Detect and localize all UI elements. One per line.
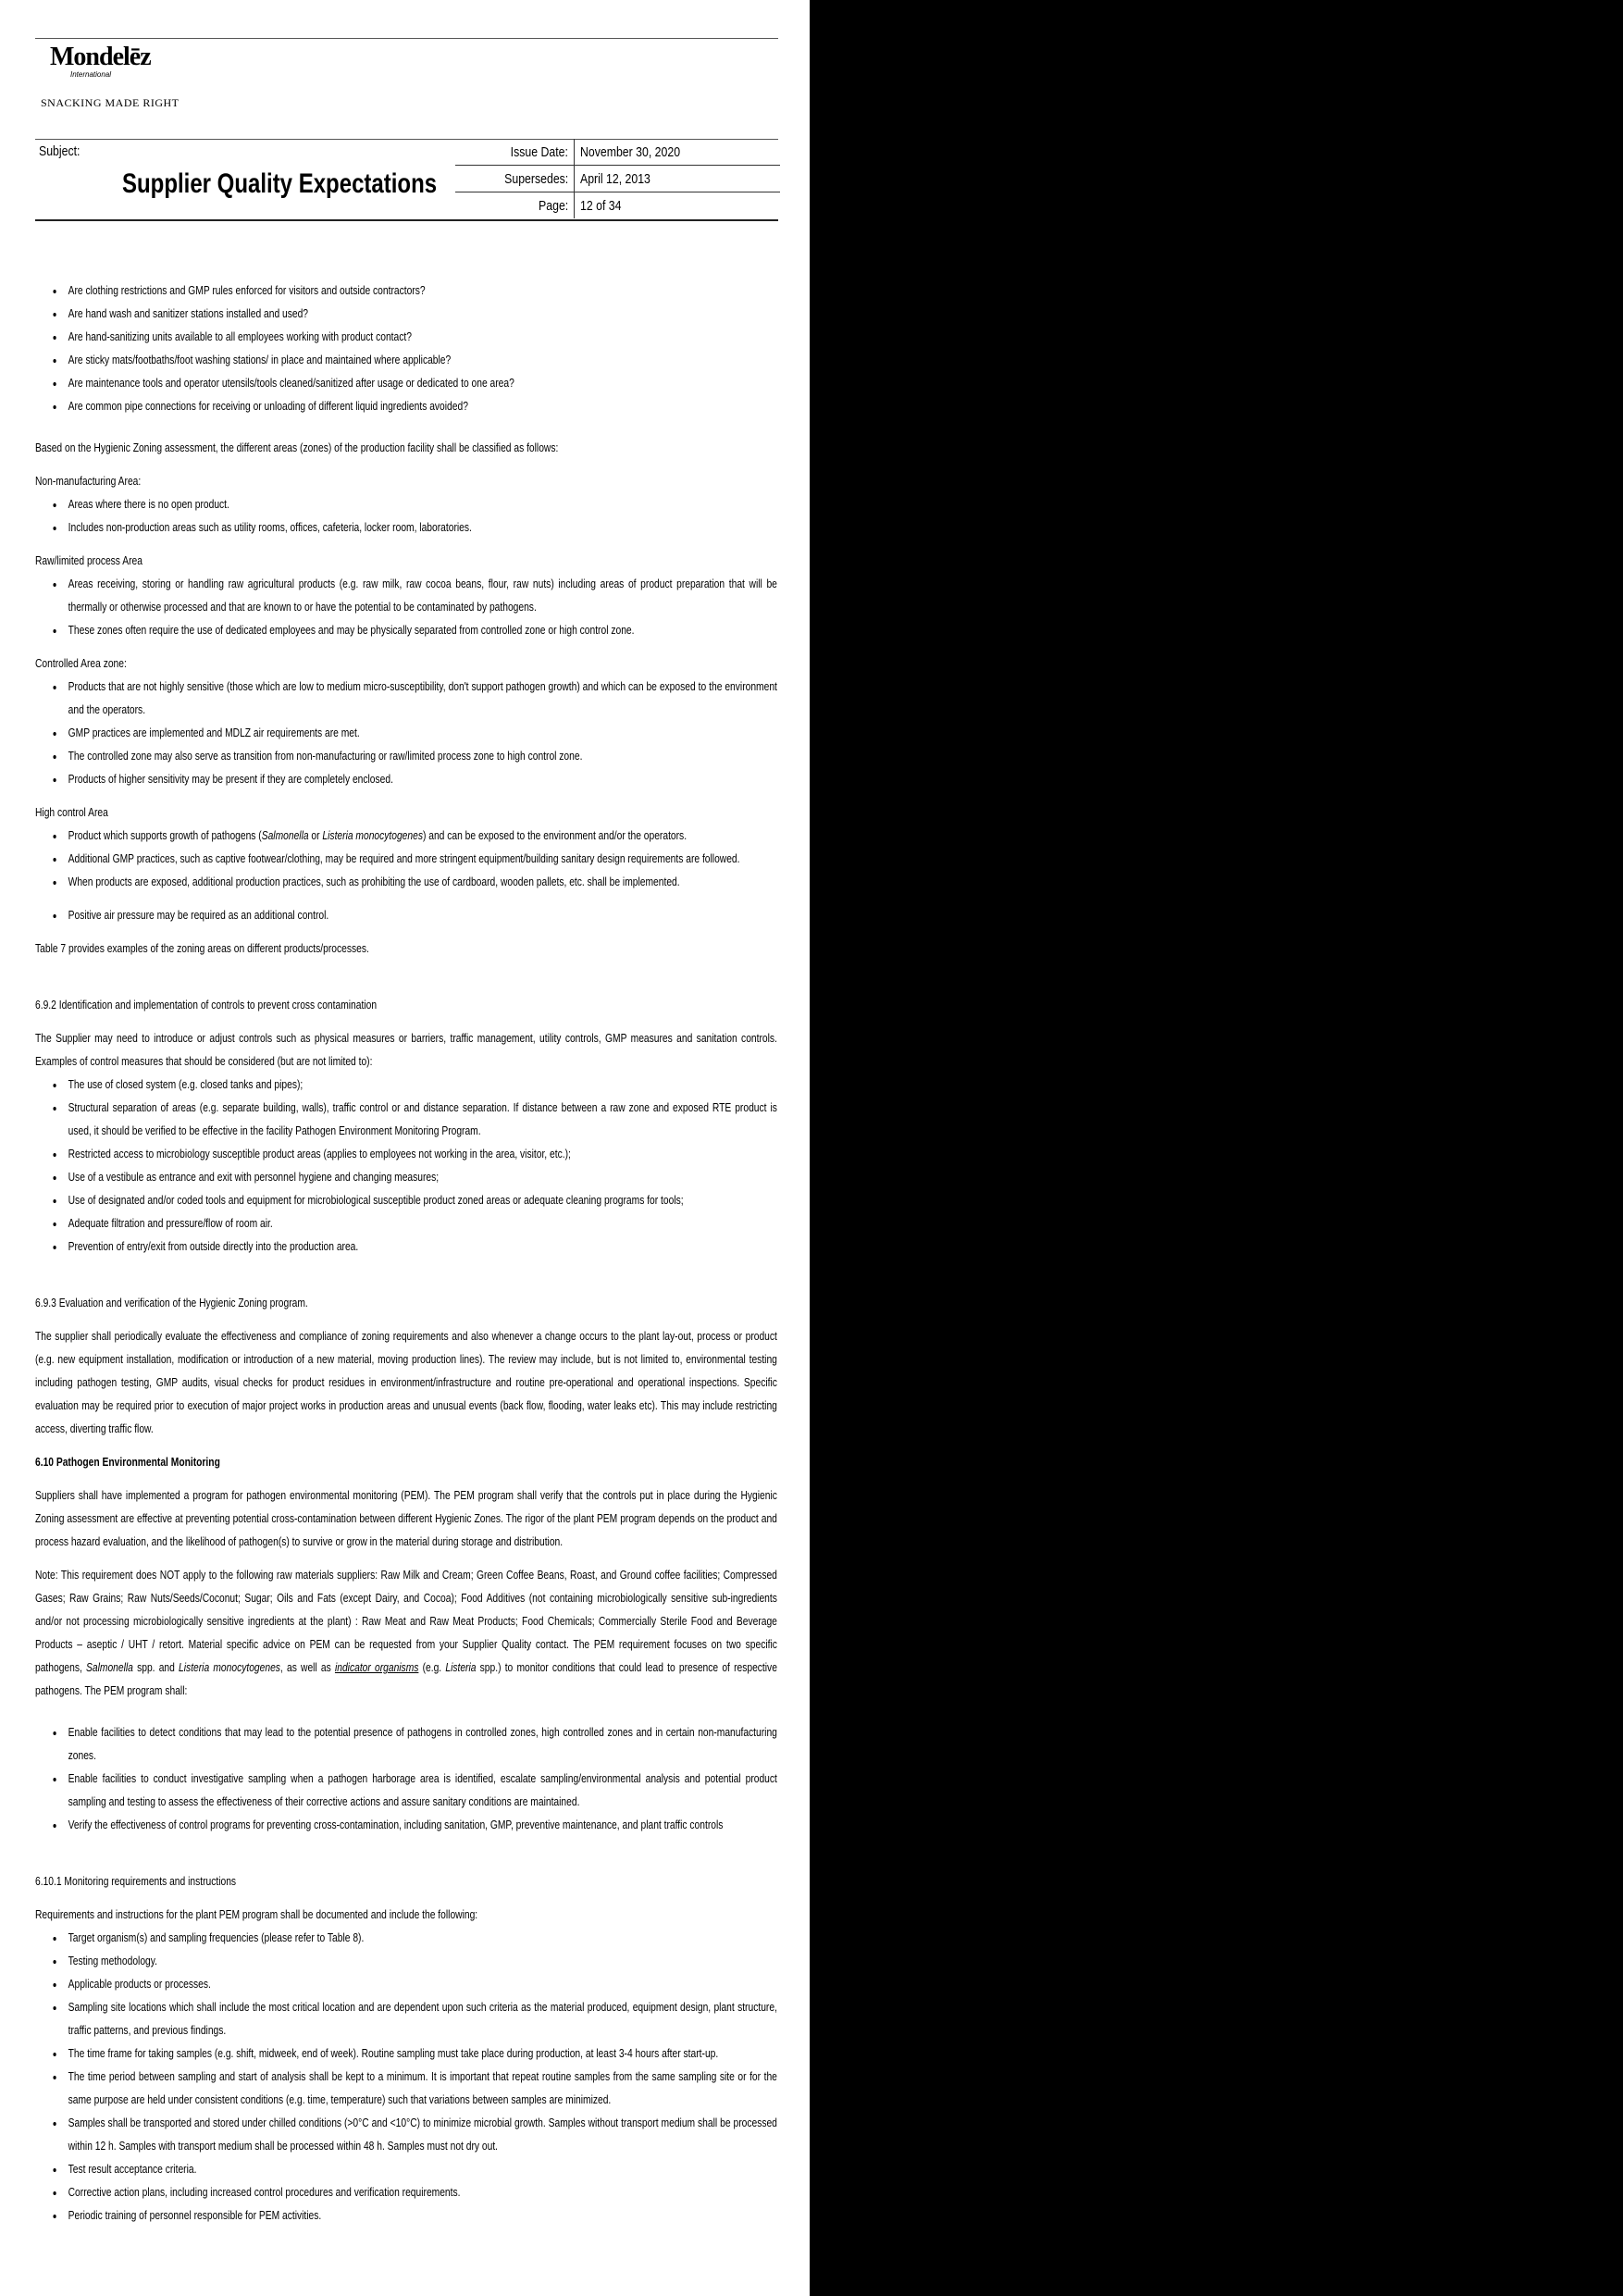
visitor-questions-list: [35, 279, 777, 418]
list-item: • Samples shall be transported and stored under chilled conditions (>0°C and <10°C) to minimize microbial growth. Samples without transport medium shall be processed within 12 h. Samples with transport medium shall be processed within 48 h. Samples must not dry out.: [64, 2112, 777, 2158]
list-item: • Testing methodology.: [64, 1950, 777, 1973]
zone-heading: High control Area: [35, 806, 108, 819]
list-item: • Are clothing restrictions and GMP rules enforced for visitors and outside contractors?: [64, 279, 777, 303]
list-item: • Are maintenance tools and operator utensils/tools cleaned/sanitized after usage or dedicated to one area?: [64, 372, 777, 395]
list-item: • Use of designated and/or coded tools and equipment for microbiological susceptible product zoned areas or adequate cleaning programs for tools;: [64, 1189, 777, 1212]
list-item: • The controlled zone may also serve as transition from non-manufacturing or raw/limited process zone to high control zone.: [64, 745, 777, 768]
pem-note: Note: This requirement does NOT apply to the following raw materials suppliers: Raw Milk and Cream; Green Coffee Beans, Roast, and Ground coffee facilities; Compressed Gases; Raw Grains; Raw Nuts/Seeds/Coconut; Sugar; Oils and Fats (except Dairy, and Cocoa); Food Additives (not containing microbiologically sensitive sub-ingredients and/or not processing microbiologically sensitive ingredients at the plant) : Raw Meat and Raw Meat Products; Food Chemicals; Commercially Sterile Food and Beverage Products – aseptic / UHT / retort. Material specific advice on PEM can be requested from your Supplier Quality contact. The PEM requirement focuses on two specific pathogens, Salmonella spp. and Listeria monocytogenes, as well as indicator organisms (e.g. Listeria spp.) to monitor conditions that could lead to presence of respective pathogens. The PEM program shall:: [35, 1569, 777, 1697]
zone-heading: Raw/limited process Area: [35, 554, 142, 567]
list-item: • Use of a vestibule as entrance and exit with personnel hygiene and changing measures;: [64, 1166, 777, 1189]
issue-date-value: November 30, 2020: [580, 143, 681, 160]
issue-date-label: Issue Date:: [510, 143, 568, 160]
tagline: SNACKING MADE RIGHT: [41, 96, 180, 109]
top-rule: [35, 38, 778, 39]
supersedes-row: [455, 166, 780, 192]
list-item: • Includes non-production areas such as utility rooms, offices, cafeteria, locker room, laboratories.: [64, 516, 777, 540]
logo-subtext: International: [70, 70, 112, 79]
list-item: • Products of higher sensitivity may be present if they are completely enclosed.: [64, 768, 777, 791]
list-item: • Adequate filtration and pressure/flow of room air.: [64, 1212, 777, 1235]
list-item: • These zones often require the use of dedicated employees and may be physically separated from controlled zone or high control zone.: [64, 619, 777, 642]
mondelez-logo: [41, 43, 151, 85]
list-item: • When products are exposed, additional production practices, such as prohibiting the use of cardboard, wooden pallets, etc. shall be implemented.: [64, 871, 777, 894]
zone-list: [35, 676, 777, 791]
list-item: • Areas receiving, storing or handling raw agricultural products (e.g. raw milk, raw cocoa beans, flour, raw nuts) including areas of product preparation that will be thermally or otherwise processed and that are known to or have the potential to be contaminated by pathogens.: [64, 573, 777, 619]
list-item: • The time frame for taking samples (e.g. shift, midweek, end of week). Routine sampling must take place during production, at least 3-4 hours after start-up.: [64, 2042, 777, 2066]
list-item: • Enable facilities to conduct investigative sampling when a pathogen harborage area is identified, escalate sampling/environmental analysis and potential product sampling and testing to assess the effectiveness of their corrective actions and assure sanitary conditions are maintained.: [64, 1768, 777, 1814]
document-page: [0, 0, 810, 2296]
list-item: • Products that are not highly sensitive (those which are low to medium micro-susceptibility, don't support pathogen growth) and which can be exposed to the environment and the operators.: [64, 676, 777, 722]
list-item: • Restricted access to microbiology susceptible product areas (applies to employees not working in the area, visitor, etc.);: [64, 1143, 777, 1166]
list-item: • GMP practices are implemented and MDLZ air requirements are met.: [64, 722, 777, 745]
issue-date-row: [455, 139, 780, 166]
list-item: • Corrective action plans, including increased control procedures and verification requirements.: [64, 2181, 777, 2204]
list-item: • Are hand-sanitizing units available to all employees working with product contact?: [64, 326, 777, 349]
zone-heading: Controlled Area zone:: [35, 657, 127, 670]
section-intro: The Supplier may need to introduce or adjust controls such as physical measures or barriers, traffic management, utility controls, GMP measures and sanitation controls. Examples of control measures that should be considered (but are not limited to):: [35, 1032, 777, 1068]
supersedes-value: April 12, 2013: [580, 170, 650, 187]
zone-list: [35, 904, 777, 927]
list-item: • Are sticky mats/footbaths/foot washing stations/ in place and maintained where applicable?: [64, 349, 777, 372]
pem-list: [35, 1721, 777, 1837]
zone-list: [35, 825, 777, 894]
section-intro: Requirements and instructions for the plant PEM program shall be documented and include the following:: [35, 1908, 478, 1921]
section-heading-6-10: 6.10 Pathogen Environmental Monitoring: [35, 1456, 220, 1469]
list-item: • The time period between sampling and start of analysis shall be kept to a minimum. It is important that repeat routine samples from the same sampling site or for the same purpose are held under consistent conditions (e.g. time, temperature) such that variations between samples are minimized.: [64, 2066, 777, 2112]
document-title: Supplier Quality Expectations: [122, 168, 438, 199]
list-item: • Prevention of entry/exit from outside directly into the production area.: [64, 1235, 777, 1259]
list-item: • Areas where there is no open product.: [64, 493, 777, 516]
table7-note: Table 7 provides examples of the zoning areas on different products/processes.: [35, 942, 369, 955]
list-item: • Structural separation of areas (e.g. separate building, walls), traffic control or and distance separation. If distance between a raw zone and exposed RTE product is used, it should be verified to be effective in the facility Pathogen Environment Monitoring Program.: [64, 1097, 777, 1143]
control-measures-list: [35, 1074, 777, 1259]
zone-list: [35, 493, 777, 540]
zone-list: [35, 573, 777, 642]
header-bottom-rule: [35, 219, 778, 221]
document-meta-table: [455, 139, 780, 218]
list-item: • Periodic training of personnel responsible for PEM activities.: [64, 2204, 777, 2228]
section-heading-6-10-1: 6.10.1 Monitoring requirements and instructions: [35, 1875, 237, 1888]
section-body: The supplier shall periodically evaluate the effectiveness and compliance of zoning requirements and also whenever a change occurs to the plant lay-out, process or product (e.g. new equipment installation, modification or introduction of a new material, moving production lines). The review may include, but is not limited to, environmental testing including pathogen testing, GMP audits, visual checks for product residues in environment/infrastructure and routine pre-operational and operational inspections. Specific evaluation may be required prior to execution of major project works in production areas and unusual events (back flow, flooding, water leaks etc). This may include restricting access, diverting traffic flow.: [35, 1330, 777, 1435]
section-body: Suppliers shall have implemented a program for pathogen environmental monitoring (PEM). The PEM program shall verify that the controls put in place during the Hygienic Zoning assessment are effective at preventing potential cross-contamination between different Hygienic Zones. The rigor of the plant PEM program depends on the product and process hazard evaluation, and the likelihood of pathogen(s) to survive or grow in the material during storage and distribution.: [35, 1489, 777, 1548]
list-item: • Sampling site locations which shall include the most critical location and are dependent upon such criteria as the material produced, equipment design, plant structure, traffic patterns, and previous findings.: [64, 1996, 777, 2042]
monitoring-list: [35, 1927, 777, 2228]
list-item: • Additional GMP practices, such as captive footwear/clothing, may be required and more stringent equipment/building sanitary design requirements are followed.: [64, 848, 777, 871]
list-item: • Are hand wash and sanitizer stations installed and used?: [64, 303, 777, 326]
section-heading-6-9-2: 6.9.2 Identification and implementation of controls to prevent cross contamination: [35, 999, 378, 1011]
supersedes-label: Supersedes:: [503, 170, 568, 187]
logo-wordmark: Mondelēz: [50, 43, 151, 71]
list-item: • Verify the effectiveness of control programs for preventing cross-contamination, including sanitation, GMP, preventive maintenance, and plant traffic controls: [64, 1814, 777, 1837]
list-item: • Target organism(s) and sampling frequencies (please refer to Table 8).: [64, 1927, 777, 1950]
list-item: • Positive air pressure may be required as an additional control.: [64, 904, 777, 927]
zone-heading: Non-manufacturing Area:: [35, 475, 142, 488]
subject-label: Subject:: [39, 143, 81, 159]
page-value: 12 of 34: [580, 197, 622, 214]
document-body: [35, 279, 777, 2228]
list-item: • Product which supports growth of pathogens (Salmonella or Listeria monocytogenes) and can be exposed to the environment and/or the operators.: [64, 825, 777, 848]
list-item: • Test result acceptance criteria.: [64, 2158, 777, 2181]
section-heading-6-9-3: 6.9.3 Evaluation and verification of the Hygienic Zoning program.: [35, 1297, 308, 1309]
page-row: [455, 192, 780, 219]
list-item: • Are common pipe connections for receiving or unloading of different liquid ingredients avoided?: [64, 395, 777, 418]
zoning-intro: Based on the Hygienic Zoning assessment, the different areas (zones) of the production facility shall be classified as follows:: [35, 441, 559, 454]
page-label: Page:: [538, 197, 568, 214]
list-item: • Enable facilities to detect conditions that may lead to the potential presence of pathogens in controlled zones, high controlled zones and in certain non-manufacturing zones.: [64, 1721, 777, 1768]
list-item: • Applicable products or processes.: [64, 1973, 777, 1996]
list-item: • The use of closed system (e.g. closed tanks and pipes);: [64, 1074, 777, 1097]
